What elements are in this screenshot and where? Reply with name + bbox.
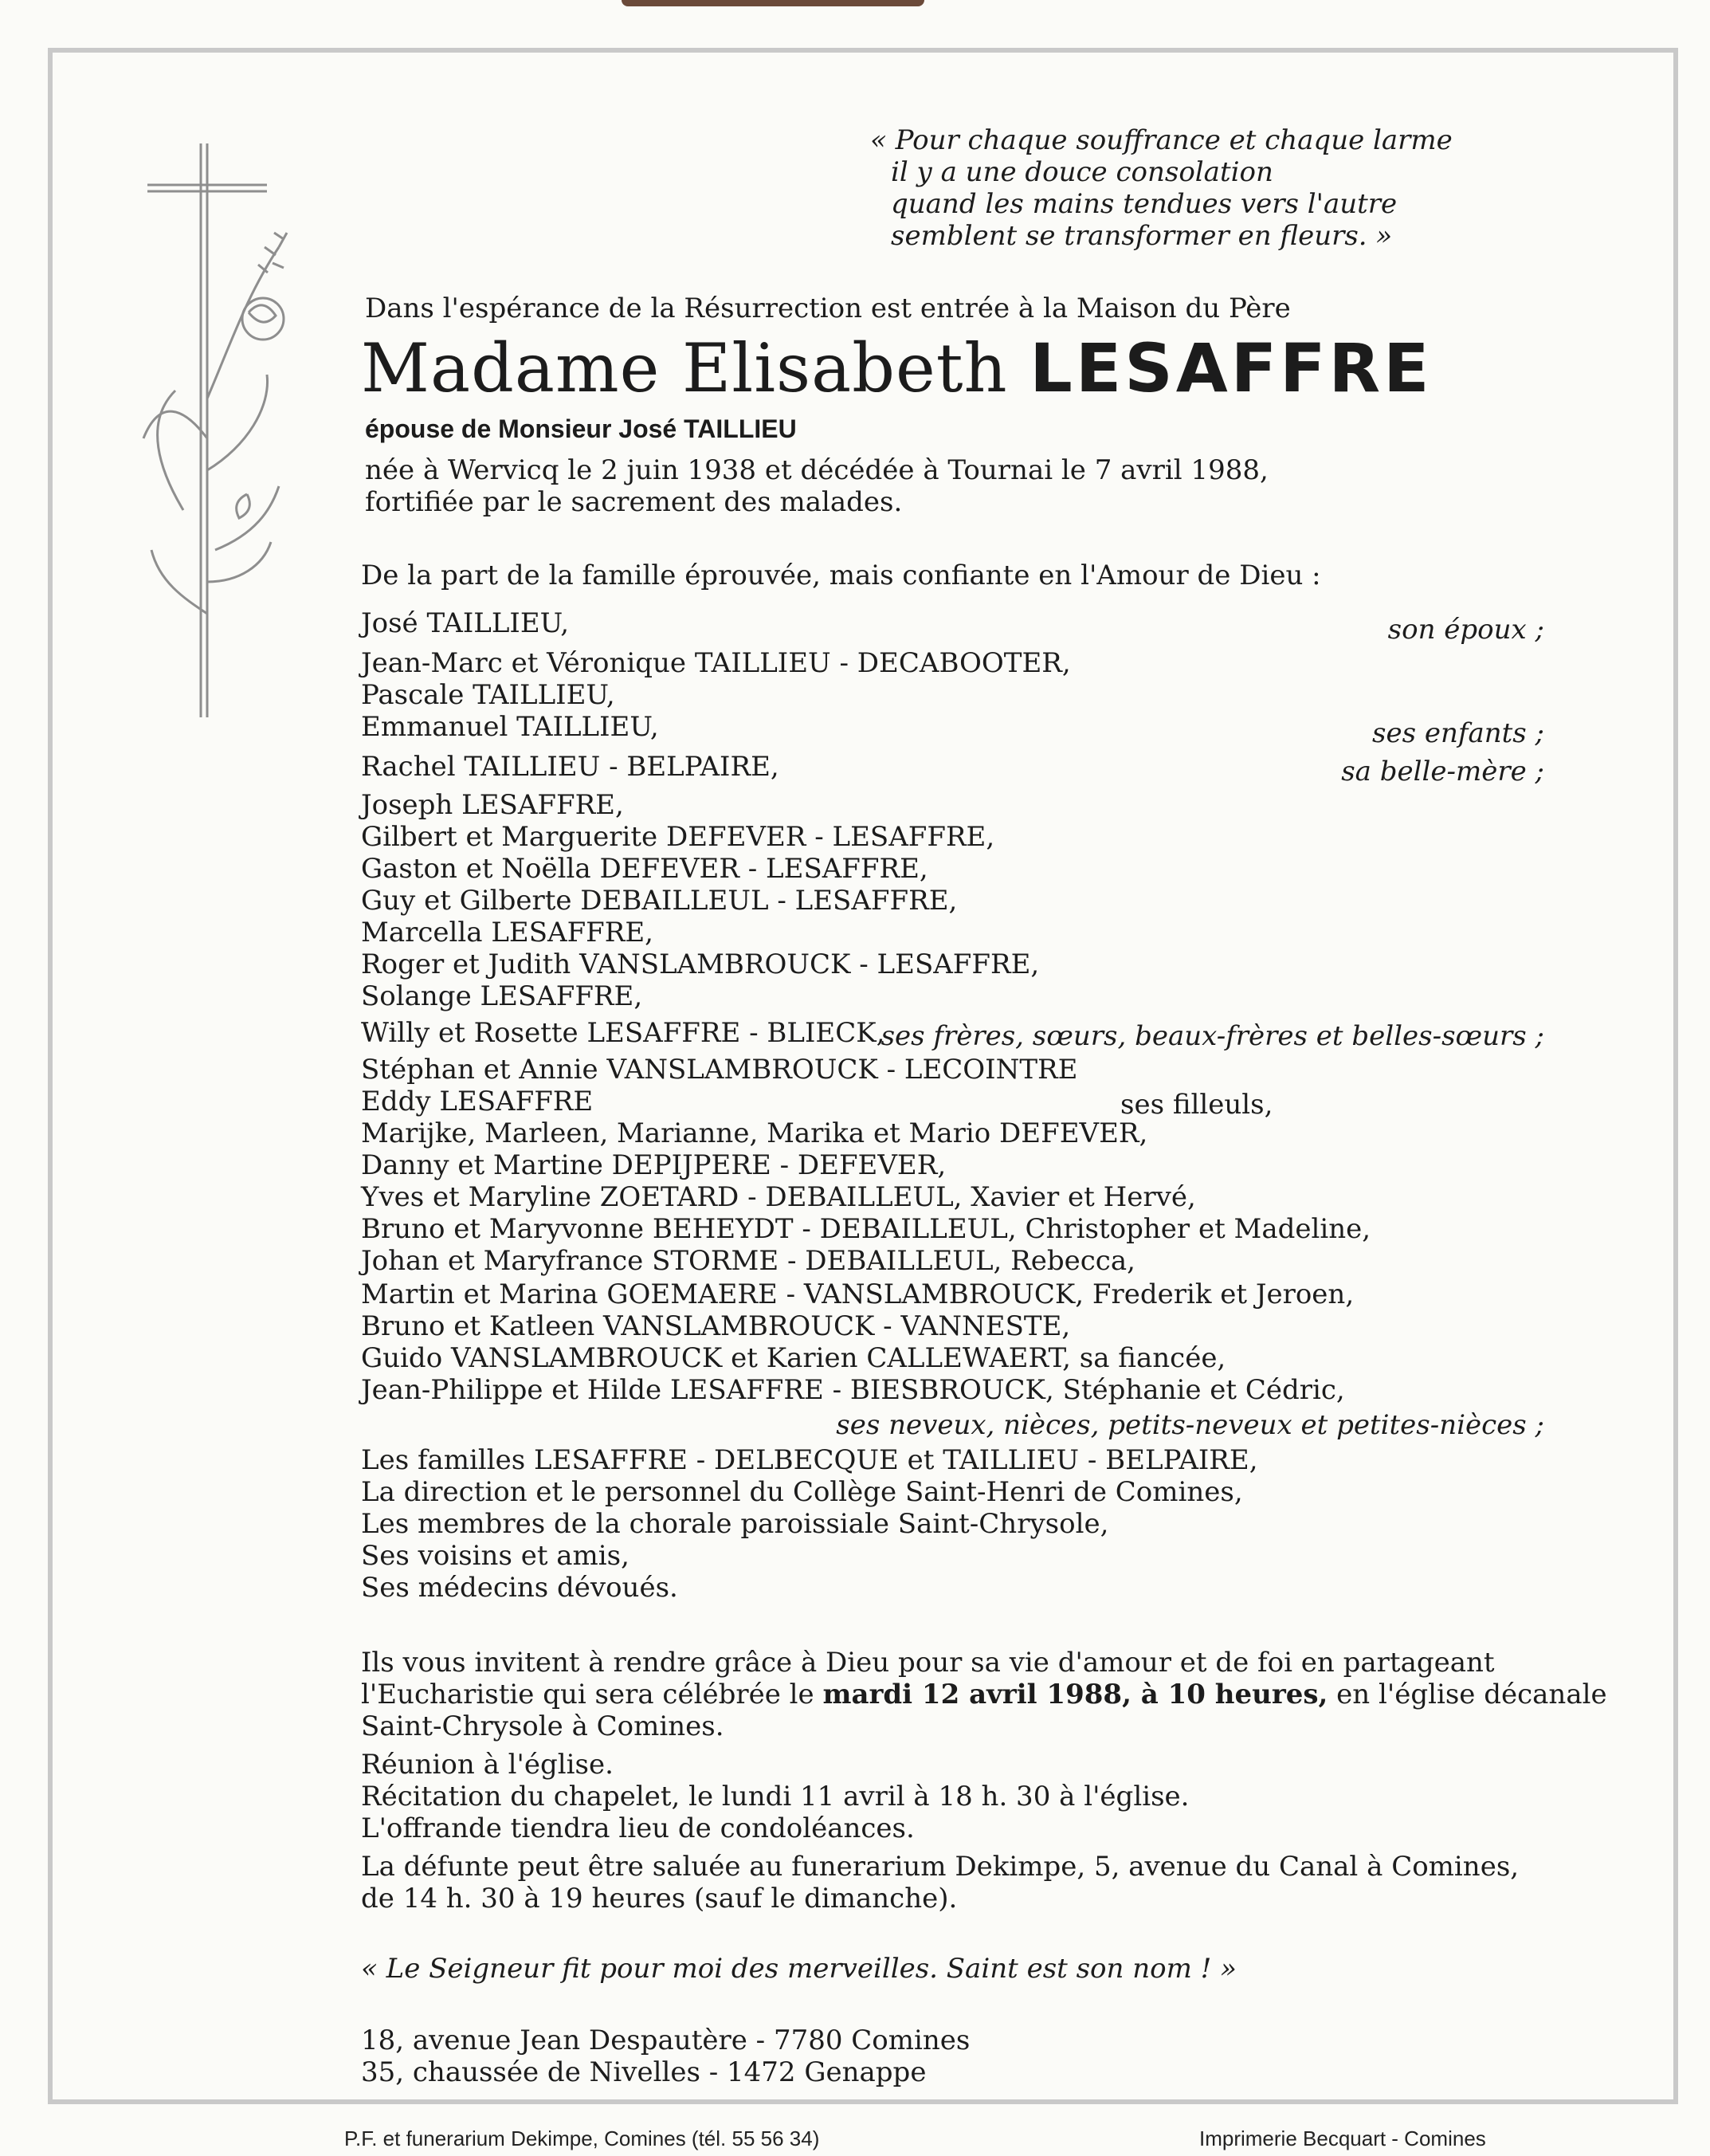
relative-line: Pascale TAILLIEU, [361, 679, 615, 711]
relation-label: ses frères, sœurs, beaux-frères et belles-sœurs ; [880, 1020, 1544, 1052]
deceased-name [361, 328, 1433, 408]
top-edge-tab [622, 0, 924, 6]
relative-line: Marcella LESAFFRE, [361, 917, 653, 948]
others-line: La direction et le personnel du Collège Saint-Henri de Comines, [361, 1476, 1243, 1508]
others-line: Ses voisins et amis, [361, 1540, 629, 1572]
relative-line: Martin et Marina GOEMAERE - VANSLAMBROUCK, Frederik et Jeroen, [361, 1278, 1355, 1310]
relative-line: Yves et Maryline ZOETARD - DEBAILLEUL, Xavier et Hervé, [361, 1181, 1196, 1213]
invitation-line-2: l'Eucharistie qui sera célébrée le mardi 12 avril 1988, à 10 heures, en l'église décanale [361, 1679, 1607, 1710]
relative-line: José TAILLIEU, [361, 607, 570, 639]
spouse-line: épouse de Monsieur José TAILLIEU [365, 414, 797, 443]
opening-quote-line-3: quand les mains tendues vers l'autre [891, 188, 1398, 220]
relative-line: Guy et Gilberte DEBAILLEUL - LESAFFRE, [361, 885, 958, 917]
relation-label: ses neveux, nièces, petits-neveux et petites-nièces ; [836, 1409, 1544, 1441]
relative-line: Bruno et Katleen VANSLAMBROUCK - VANNESTE, [361, 1310, 1071, 1342]
mass-date: mardi 12 avril 1988, à 10 heures, [822, 1679, 1328, 1710]
relative-line: Roger et Judith VANSLAMBROUCK - LESAFFRE, [361, 948, 1040, 980]
relative-line: Gilbert et Marguerite DEFEVER - LESAFFRE, [361, 821, 995, 853]
opening-quote-line-2: il y a une douce consolation [891, 156, 1273, 188]
details-line: de 14 h. 30 à 19 heures (sauf le dimanche). [361, 1883, 958, 1914]
relation-label: sa belle-mère ; [1341, 756, 1544, 787]
relation-label: son époux ; [1387, 614, 1544, 646]
deceased-title: Madame Elisabeth [361, 329, 1008, 407]
opening-quote-line-1: « Pour chaque souffrance et chaque larme [870, 124, 1453, 156]
relative-line: Jean-Marc et Véronique TAILLIEU - DECABOOTER, [361, 647, 1071, 679]
relative-line: Stéphan et Annie VANSLAMBROUCK - LECOINTRE [361, 1054, 1078, 1086]
relation-label: ses enfants ; [1372, 717, 1544, 749]
opening-quote-line-4: semblent se transformer en fleurs. » [891, 220, 1393, 252]
deceased-surname: LESAFFRE [1030, 329, 1433, 407]
relative-line: Solange LESAFFRE, [361, 980, 643, 1012]
others-line: Les membres de la chorale paroissiale Saint-Chrysole, [361, 1508, 1109, 1540]
cross-flower-icon [127, 135, 335, 725]
relative-line: Marijke, Marleen, Marianne, Marika et Mario DEFEVER, [361, 1117, 1148, 1149]
relative-line: Danny et Martine DEPIJPERE - DEFEVER, [361, 1149, 947, 1181]
family-intro: De la part de la famille éprouvée, mais confiante en l'Amour de Dieu : [361, 560, 1321, 591]
relative-line: Rachel TAILLIEU - BELPAIRE, [361, 751, 779, 783]
address-line: 18, avenue Jean Despautère - 7780 Comines [361, 2024, 971, 2056]
birth-death-line-2: fortifiée par le sacrement des malades. [365, 486, 903, 518]
footer-funeral-home: P.F. et funerarium Dekimpe, Comines (tél. 55 56 34) [344, 2127, 820, 2150]
details-line: L'offrande tiendra lieu de condoléances. [361, 1812, 915, 1844]
closing-quote: « Le Seigneur fit pour moi des merveilles. Saint est son nom ! » [361, 1953, 1237, 1985]
relative-line: Eddy LESAFFRE [361, 1086, 594, 1117]
relative-line: Gaston et Noëlla DEFEVER - LESAFFRE, [361, 853, 928, 885]
details-line: La défunte peut être saluée au funerarium Dekimpe, 5, avenue du Canal à Comines, [361, 1851, 1520, 1883]
relative-line: Joseph LESAFFRE, [361, 789, 624, 821]
others-line: Les familles LESAFFRE - DELBECQUE et TAILLIEU - BELPAIRE, [361, 1444, 1258, 1476]
relative-line: Bruno et Maryvonne BEHEYDT - DEBAILLEUL, Christopher et Madeline, [361, 1213, 1371, 1245]
invitation-line-3: Saint-Chrysole à Comines. [361, 1710, 724, 1742]
address-line: 35, chaussée de Nivelles - 1472 Genappe [361, 2056, 927, 2088]
details-line: Récitation du chapelet, le lundi 11 avril à 18 h. 30 à l'église. [361, 1781, 1190, 1812]
details-line: Réunion à l'église. [361, 1749, 614, 1781]
relative-line: Jean-Philippe et Hilde LESAFFRE - BIESBROUCK, Stéphanie et Cédric, [361, 1374, 1345, 1406]
relative-line: Johan et Maryfrance STORME - DEBAILLEUL, Rebecca, [361, 1245, 1135, 1277]
relative-line: Guido VANSLAMBROUCK et Karien CALLEWAERT, sa fiancée, [361, 1342, 1226, 1374]
birth-death-line-1: née à Wervicq le 2 juin 1938 et décédée à Tournai le 7 avril 1988, [365, 454, 1269, 486]
relation-label: ses filleuls, [1120, 1089, 1273, 1121]
intro-text: Dans l'espérance de la Résurrection est entrée à la Maison du Père [365, 293, 1291, 324]
relative-line: Willy et Rosette LESAFFRE - BLIECK, [361, 1017, 885, 1049]
relative-line: Emmanuel TAILLIEU, [361, 711, 659, 743]
footer-printer: Imprimerie Becquart - Comines [1199, 2127, 1486, 2150]
others-line: Ses médecins dévoués. [361, 1572, 678, 1604]
invitation-line-1: Ils vous invitent à rendre grâce à Dieu pour sa vie d'amour et de foi en partageant [361, 1647, 1495, 1679]
